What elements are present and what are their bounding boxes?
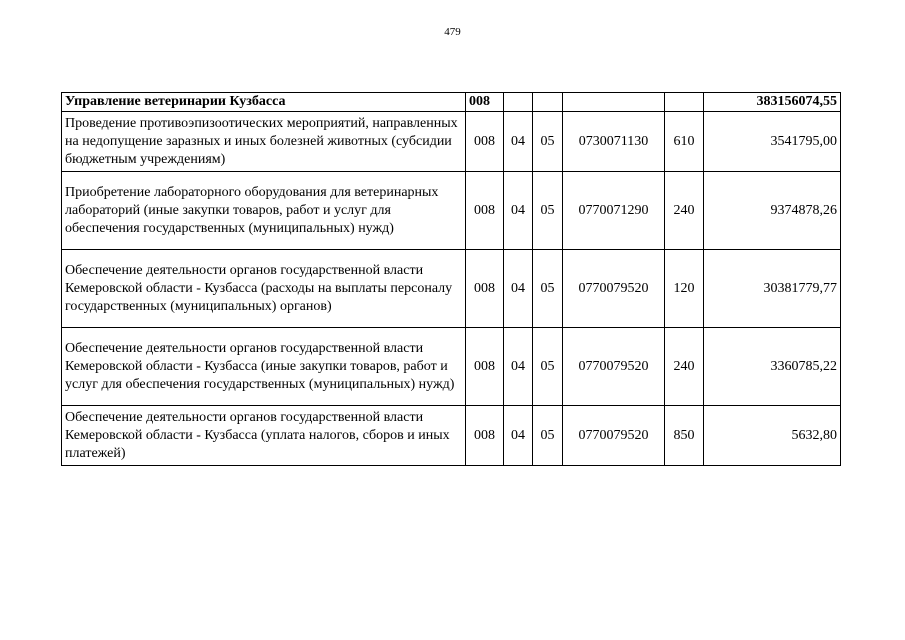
row-target-code: 0730071130 xyxy=(563,112,665,172)
row-amount: 5632,80 xyxy=(704,406,841,466)
row-section-code: 04 xyxy=(504,328,533,406)
row-target-code: 0770079520 xyxy=(563,328,665,406)
row-expense-type: 610 xyxy=(665,112,704,172)
department-code: 008 xyxy=(466,93,504,112)
page-number: 479 xyxy=(444,26,461,38)
row-target-code: 0770079520 xyxy=(563,250,665,328)
row-ministry-code: 008 xyxy=(466,172,504,250)
table-row xyxy=(62,328,841,406)
row-subsection-code: 05 xyxy=(533,250,563,328)
row-subsection-code: 05 xyxy=(533,328,563,406)
row-section-code: 04 xyxy=(504,112,533,172)
empty-cell xyxy=(504,93,533,112)
department-name: Управление ветеринарии Кузбасса xyxy=(62,93,466,112)
empty-cell xyxy=(665,93,704,112)
row-ministry-code: 008 xyxy=(466,112,504,172)
budget-table xyxy=(61,92,841,466)
row-expense-type: 240 xyxy=(665,328,704,406)
row-expense-type: 240 xyxy=(665,172,704,250)
row-amount: 3360785,22 xyxy=(704,328,841,406)
row-amount: 30381779,77 xyxy=(704,250,841,328)
row-section-code: 04 xyxy=(504,406,533,466)
row-description: Обеспечение деятельности органов государственной власти Кемеровской области - Кузбасса (расходы на выплаты персоналу государственных (муниципальных) органов) xyxy=(62,250,466,328)
row-description: Обеспечение деятельности органов государственной власти Кемеровской области - Кузбасса (иные закупки товаров, работ и услуг для обеспечения государственных (муниципальных) нужд) xyxy=(62,328,466,406)
department-row xyxy=(62,93,841,112)
row-description: Обеспечение деятельности органов государственной власти Кемеровской области - Кузбасса (уплата налогов, сборов и иных платежей) xyxy=(62,406,466,466)
row-amount: 9374878,26 xyxy=(704,172,841,250)
row-section-code: 04 xyxy=(504,250,533,328)
row-amount: 3541795,00 xyxy=(704,112,841,172)
row-expense-type: 120 xyxy=(665,250,704,328)
row-ministry-code: 008 xyxy=(466,250,504,328)
row-target-code: 0770079520 xyxy=(563,406,665,466)
row-subsection-code: 05 xyxy=(533,406,563,466)
table-row xyxy=(62,172,841,250)
row-target-code: 0770071290 xyxy=(563,172,665,250)
row-ministry-code: 008 xyxy=(466,328,504,406)
row-description: Приобретение лабораторного оборудования для ветеринарных лабораторий (иные закупки товаров, работ и услуг для обеспечения государственных (муниципальных) нужд) xyxy=(62,172,466,250)
row-subsection-code: 05 xyxy=(533,172,563,250)
row-description: Проведение противоэпизоотических мероприятий, направленных на недопущение заразных и иных болезней животных (субсидии бюджетным учреждениям) xyxy=(62,112,466,172)
row-section-code: 04 xyxy=(504,172,533,250)
row-subsection-code: 05 xyxy=(533,112,563,172)
department-total: 383156074,55 xyxy=(704,93,841,112)
table-row xyxy=(62,112,841,172)
empty-cell xyxy=(533,93,563,112)
empty-cell xyxy=(563,93,665,112)
row-ministry-code: 008 xyxy=(466,406,504,466)
row-expense-type: 850 xyxy=(665,406,704,466)
table-row xyxy=(62,250,841,328)
table-row xyxy=(62,406,841,466)
